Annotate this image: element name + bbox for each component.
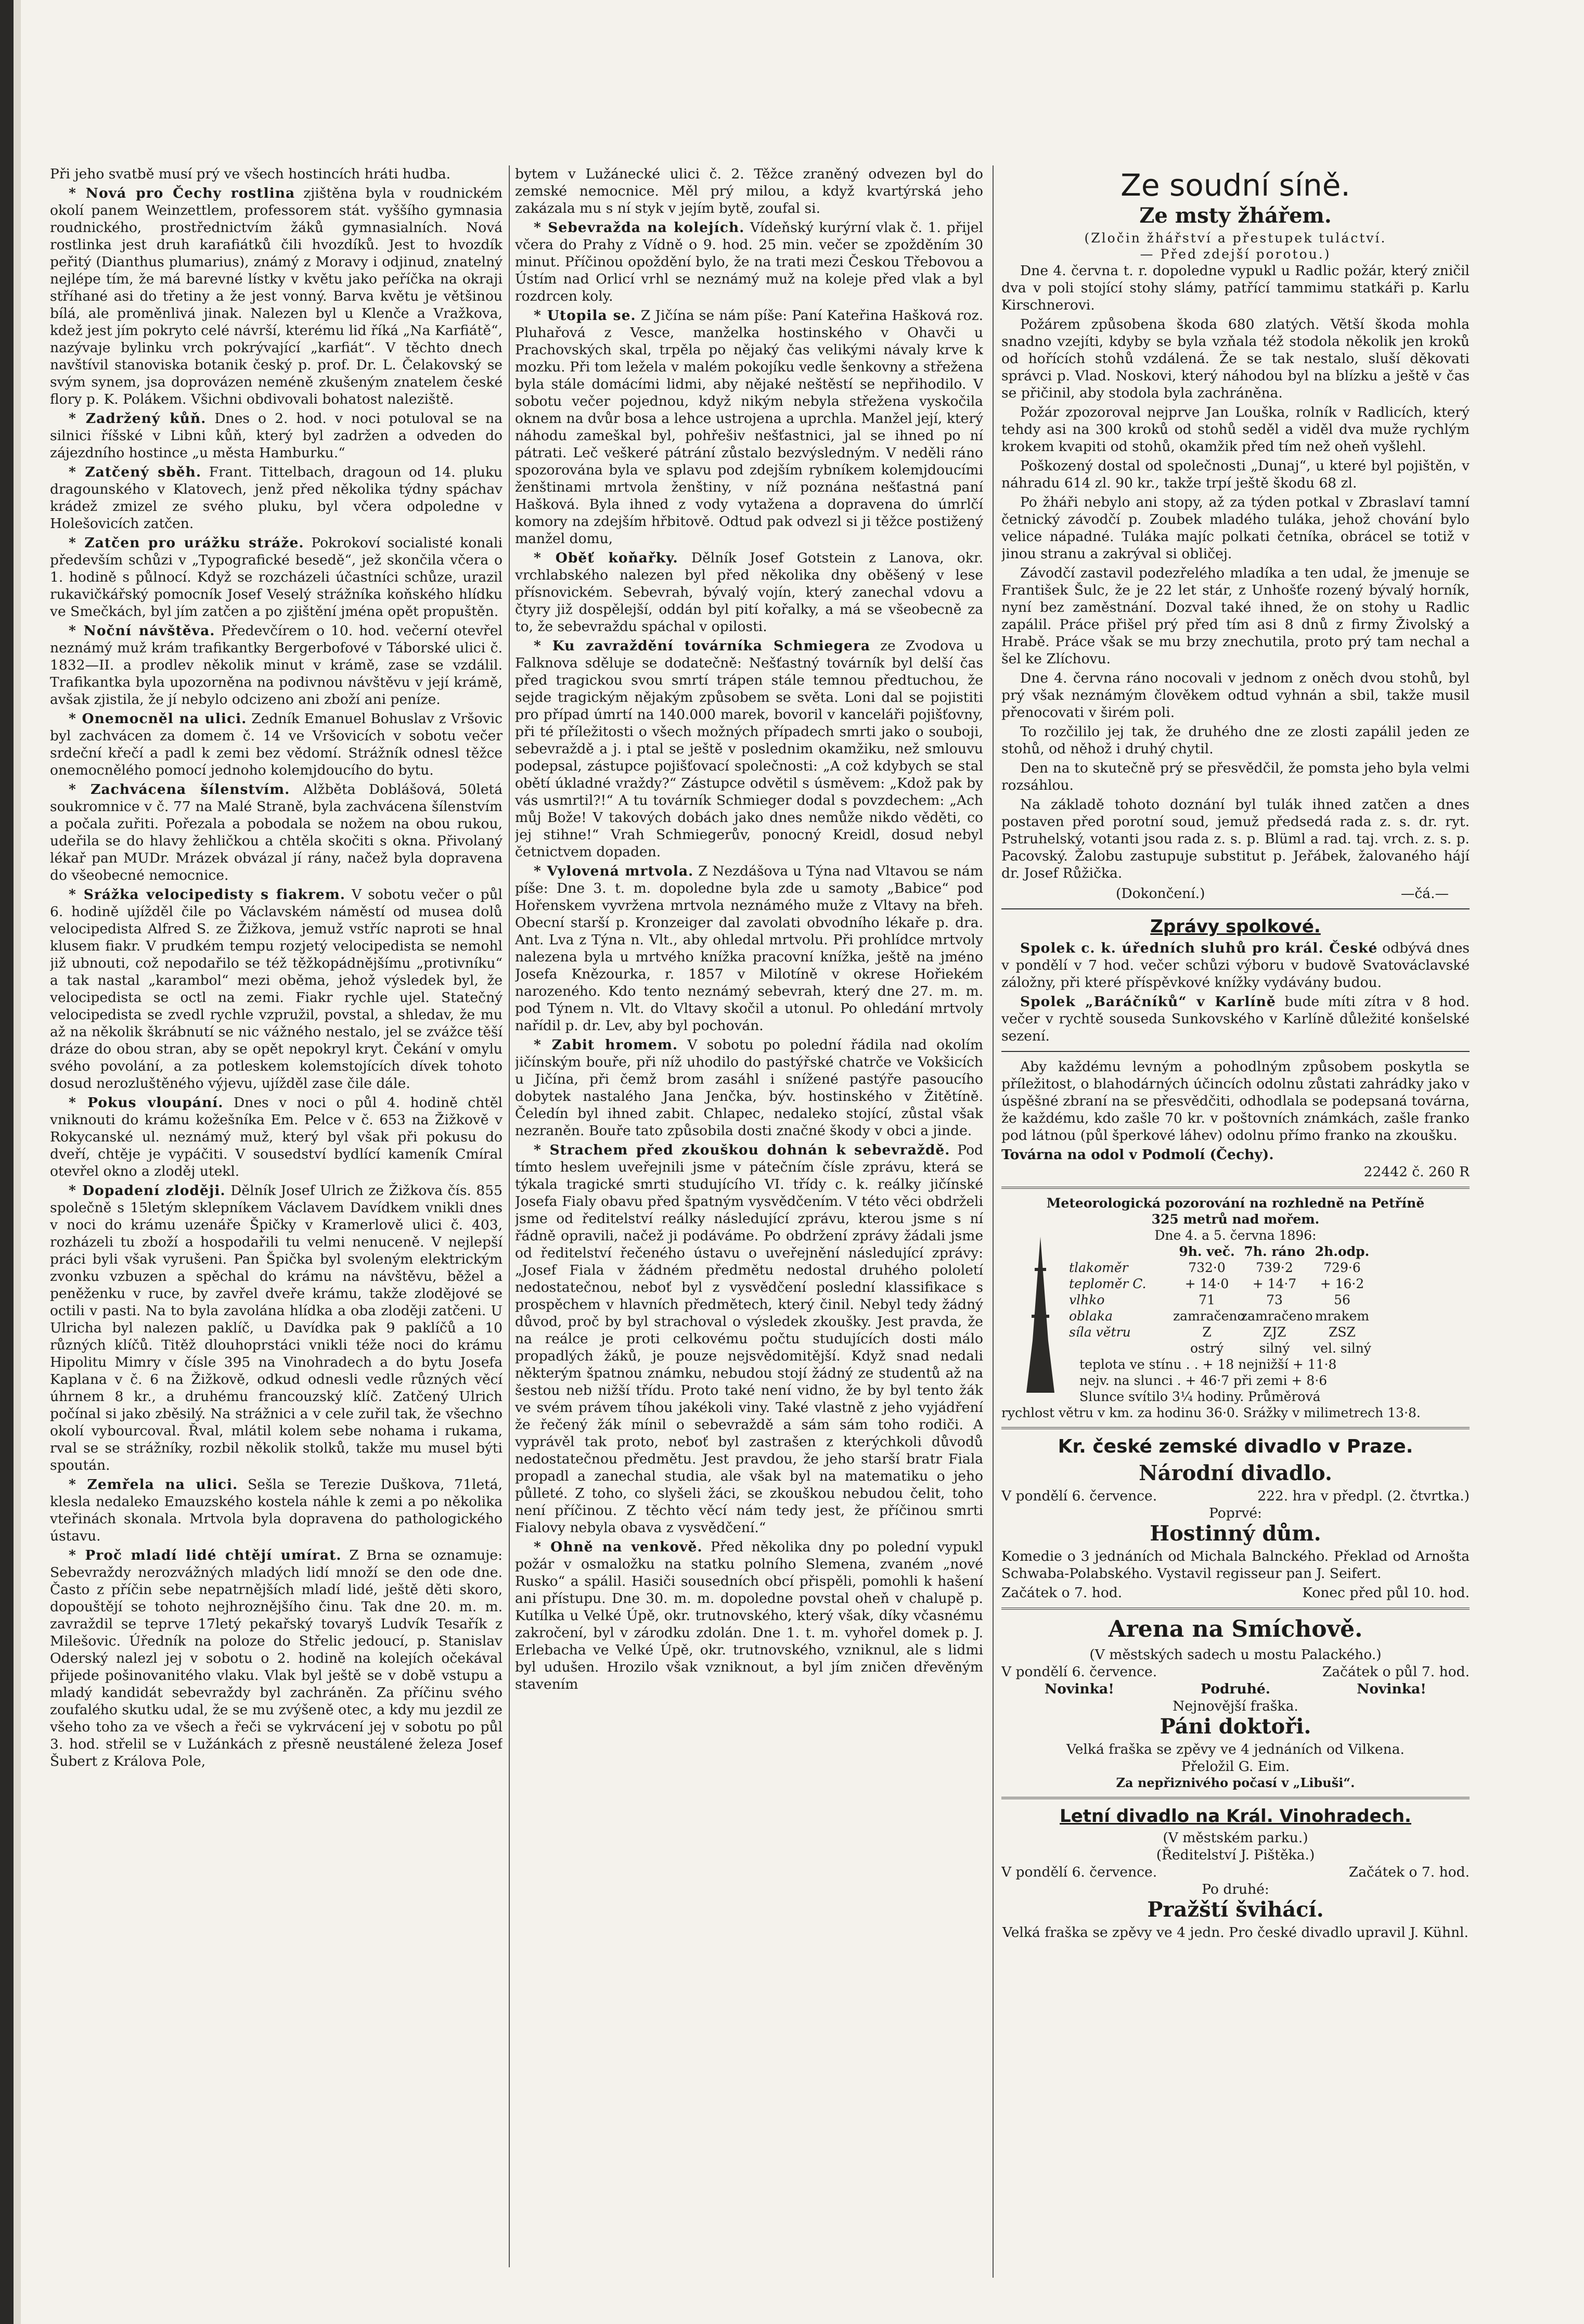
article-signoff	[1001, 885, 1470, 902]
advertiser-name: Továrna na odol v Podmolí (Čechy).	[1001, 1147, 1274, 1163]
weather-row: ostrý silný vel. silný	[1190, 1341, 1371, 1356]
weather-col: 7h. ráno	[1244, 1244, 1305, 1259]
article-ohne-venkove	[515, 1538, 983, 1693]
column-1	[50, 165, 503, 2267]
advertisement-code: 22442 č. 260 R	[1363, 1164, 1470, 1180]
advertisement-odol: Aby každému levným a pohodlným způsobem poskytla se příležitost, o blahodárných účincích odolnu zůstati zahrádky jako v úspěšné zbraní na se přesvědčiti, odhodlala se podepsaná továrna, že každému, kdo zašle 70 kr. v poštovních známkách, zašle franko pod látnou (půl šperkové láhev) odolnu přímo franko na zkoušku.	[1001, 1059, 1470, 1144]
court-paragraph: Den na to skutečně prý se přesvědčil, že pomsta jeho byla velmi rozsáhlou.	[1001, 760, 1470, 793]
theatre-location: (V městském parku.)	[1163, 1830, 1308, 1846]
article-vylovena-mrtvola	[515, 863, 983, 1034]
play-translator: Přeložil G. Eim.	[1181, 1758, 1290, 1775]
weather-date: Dne 4. a 5. června 1896:	[1154, 1228, 1317, 1243]
theatre-name: Národní divadlo.	[1139, 1461, 1332, 1485]
weather-report	[1001, 1195, 1470, 1421]
article-body: Frant. Tittelbach, dragoun od 14. pluku dragounského v Klatovech, jenž před několika týdny spáchav krádež zmizel ze svého pluku, byl včera odpoledne v Holešovicích zatčen.	[50, 464, 503, 532]
headline: * Pokus vloupání.	[69, 1095, 224, 1111]
play-genre: Nejnovější fraška.	[1173, 1698, 1298, 1714]
play-description: Komedie o 3 jednáních od Michala Balnckého. Překlad od Arnošta Schwaba-Polabského. Vystavil regisseur pan J. Seifert.	[1001, 1548, 1470, 1582]
weather-fallback-note: Za nepřiznivého počasí v „Libuši“.	[1116, 1775, 1355, 1790]
play-description: Velká fraška se zpěvy ve 4 jednáních od Vilkena.	[1066, 1741, 1405, 1757]
article-schmieger	[515, 637, 983, 861]
headline: * Nová pro Čechy rostlina	[69, 185, 295, 201]
weather-temp-line: teplota ve stínu . . + 18 nejnižší + 11·8	[1079, 1357, 1337, 1372]
play-description: Velká fraška se zpěvy ve 4 jedn. Pro české divadlo upravil J. Kühnl.	[1002, 1924, 1469, 1941]
theatre-location: (V městských sadech u mostu Palackého.)	[1089, 1647, 1382, 1663]
column-2	[515, 165, 983, 1726]
article-body: ze Zvodova u Falknova sděluje se dodatečně: Nešťastný továrník byl delší čas před tragickou svou smrtí trápen stále temnou předtuchou, že sejde tragickým nějakým způsobem se světa. Loni dal se pojistiti pro případ úmrtí na 140.000 marek, bovoril v kanceláři pojišťovny, při té příležitosti o všech možných případech smrti jako o souboji, sebevraždě a j. i ptal se ještě v poslednim okamžiku, než smlouvu podepsal, zástupce pojišťovací společnosti: „A což kdybych se stal obětí úkladné vraždy?“ Zástupce odvětil s úsměvem: „Kdož pak by vás usmrtil?!“ A tu továrník Schmieger dodal s povzdechem: „Ach můj Bože! V takových dobách jako dnes nemůže nikdo věděti, co jej stihne!“ Vrah Schmiegerův, ponocný Kreidl, dosud nebyl četnictvem dopaden.	[515, 638, 983, 860]
court-paragraph: Po žháři nebylo ani stopy, až za týden potkal v Zbraslaví tamní četnický závodčí p. Zoubek mladého tuláka, jehož chování bylo velice nápadné. Tuláka majíc polkati četníka, obrácel se totiž v jinou stranu a zakrýval si obličej.	[1001, 494, 1470, 562]
article-body: Dnes o 2. hod. v noci potuloval se na silnici říšské v Libni kůň, který byl zadržen a odveden do zájezdního hostince „u města Hamburku.“	[50, 410, 503, 461]
advertisement-footer	[1001, 1146, 1470, 1163]
subtitle-line: — Před zdejší porotou.)	[1140, 247, 1331, 262]
society-news-title: Zprávy spolkové.	[1150, 916, 1321, 937]
society-name: Spolek c. k. úředních sluhů pro král. České	[1020, 940, 1378, 956]
article-body: Z Jičína se nám píše: Paní Kateřina Hašková roz. Pluhařová z Vesce, manželka hostinského v Ohavči u Prachovských skal, trpěla po nějaký čas velikými návaly krve k mozku. Při tom ležela v malém pokojíku vedle šenkovny a střežena byla stále domácími lidmi, aby nějaké neštěstí se nepřihodilo. V sobotu večer pojednou, když nikým nebyla střežena vyskočila oknem na dvůr bosa a lehce ustrojena a uprchla. Manžel její, který náhodu zameškal byl, pohřešiv nešťastnici, jal se ihned po ní pátrati. Leč veškeré pátrání zůstalo bezvýsledným. V neděli ráno spozorována byla ve splavu pod zdejším rybníkem kolemjdoucími ženštinami mrtvola ženštiny, v níž poznána nešťastná paní Hašková. Byla ihned z vody vytažena a dopravena do úmrlčí komory na zdejším hřbitově. Odtud pak odvezl si ji těžce postižený manžel domu,	[515, 307, 983, 547]
theatre-date-row: V pondělí 6. července. Začátek o 7. hod.	[1001, 1864, 1470, 1880]
article-utopila	[515, 307, 983, 547]
society-notice	[1001, 940, 1470, 991]
weather-col: 2h.odp.	[1315, 1244, 1370, 1259]
play-title: Páni doktoři.	[1160, 1714, 1311, 1739]
theatre-date-row: V pondělí 6. července. Začátek o půl 7. hod.	[1001, 1664, 1470, 1680]
article-body: Zedník Emanuel Bohuslav z Vršovic byl zachvácen za domem č. 14 ve Vršovicích v sobotu večer srdeční křečí a padl k zemi bez vědomí. Strážník odnesl těžce onemocnělého pomocí jednoho kolemjdoucího do bytu.	[50, 711, 503, 778]
section-title: Ze soudní síně.	[1121, 168, 1350, 203]
society-notice	[1001, 993, 1470, 1045]
notice-body: bude míti zítra v 8 hod. večer v rychtě souseda Sunkovského v Karlíně důležité konšelské sezení.	[1001, 994, 1470, 1044]
headline: * Vylovená mrtvola.	[534, 863, 694, 879]
play-tags: Novinka! Podruhé. Novinka!	[1045, 1681, 1426, 1697]
article-body: Před několika dny po polední vypukl požár v osmaložku na statku polního Slemena, zvaném „nové Rusko“ a spálil. Hasiči sousedních obcí přispěli, pomohli k hašení ani přístupu. Dne 30. m. m. dopoledne povstal oheň v chalupě p. Kutílka u Velké Úpě, okr. trutnovského, který však, díky včasnému zakročení, byl v zárodku zdolán. Dne 1. t. m. vyhořel domek p. J. Erlebacha ve Velké Úpě, okr. trutnovského, vzniknul, ale s lidmi byl udušen. Hrozilo však vzniknout, a byl jím zničen dřevěným stavením	[515, 1539, 983, 1692]
play-times: Začátek o 7. hod. Konec před půl 10. hod.	[1001, 1585, 1470, 1601]
theatre-management: (Ředitelství J. Pištěka.)	[1156, 1847, 1315, 1863]
headline: * Zemřela na ulici.	[69, 1476, 238, 1493]
headline: * Zadržený kůň.	[69, 410, 207, 427]
weather-row: teploměr C. + 14·0 + 14·7 + 16·2	[1069, 1276, 1364, 1291]
section-subtitle: Ze msty žhářem.	[1139, 203, 1332, 228]
article-body: V sobotu po polední řádila nad okolím jičínským bouře, při níž uhodilo do pastýřské chatrče ve Vokšicích u Jičína, při čemž brom zasáhl i snížené pastýře pasoucího dobytek nastalého Jana Jenčka, býv. hostinského v Žitětíně. Čeledín byl ihned zabit. Chlapec, nedaleko stojící, zůstal však nezraněn. Bouře tato způsobila dosti značné škody v obci a jinde.	[515, 1037, 983, 1139]
headline: * Utopila se.	[534, 307, 636, 324]
article-zemrela	[50, 1476, 503, 1545]
weather-temp-line: nejv. na slunci . + 46·7 při zemi + 8·6	[1079, 1373, 1328, 1388]
article-zadrzeny-kun	[50, 410, 503, 461]
headline: * Proč mladí lidé chtějí umírat.	[69, 1547, 342, 1563]
play-title: Pražští švihácí.	[1147, 1897, 1324, 1922]
headline: * Zachvácena šílenstvím.	[69, 781, 290, 798]
article-proc-mladi	[50, 1547, 503, 1770]
article-silenstvi	[50, 781, 503, 884]
theatre-title: Kr. české zemské divadlo v Praze.	[1058, 1436, 1413, 1457]
court-paragraph: Dne 4. června t. r. dopoledne vypukl u Radlic požár, který zničil dva v poli stojící stohy slámy, patřící tammimu statkáři p. Karlu Kirschnerovi.	[1001, 263, 1470, 313]
column-divider	[993, 165, 994, 2278]
article-body: Vídeňský kurýrní vlak č. 1. přijel včera do Prahy z Vídně o 9. hod. 25 min. večer se zpožděním 30 minut. Příčinou opoždění bylo, že na trati mezi Českou Třebovou a Ústím nad Orlicí vrhl se neznámý muž na koleje před vlak a byl rozdrcen koly.	[515, 220, 983, 304]
article-body: Dnes v noci o půl 4. hodině chtěl vniknouti do krámu kožešníka Em. Pelce v č. 653 na Žižkově v Rokycanské ul. neznámý muž, který byl však při pokusu do dveří, chtěje je vypáčiti. V sousedství bydlící kameník Cmíral otevřel okno a zloděj utekl.	[50, 1095, 503, 1179]
weather-row: síla větru Z ZJZ ZSZ	[1069, 1325, 1356, 1340]
article-body: Dělník Josef Gotstein z Lanova, okr. vrchlabského nalezen byl před několika dny oběšený v lese přísnovickém. Sebevrah, bývalý vojín, který zanechal vdovu a čtyry již dospělejší, oddán byl pití kořalky, a má se všeobecně za to, že sebevraždu spáchal v opilosti.	[515, 550, 983, 635]
article-strachem	[515, 1141, 983, 1536]
page-binding-shadow	[14, 0, 21, 2324]
headline: * Srážka velocipedisty s fiakrem.	[69, 887, 345, 903]
headline: * Strachem před zkouškou dohnán k sebevraždě.	[534, 1142, 950, 1158]
article-pokus-vloupani	[50, 1094, 503, 1180]
article-dopadeni-zlodeji	[50, 1182, 503, 1474]
article-onemocnel	[50, 710, 503, 779]
article-obet-korarky	[515, 549, 983, 635]
court-paragraph: Poškozený dostal od společnosti „Dunaj“, u které byl pojištěn, v náhradu 614 zl. 90 kr., takže trpí ještě škodu 68 zl.	[1001, 458, 1470, 491]
weather-row: vlhko 71 73 56	[1069, 1292, 1350, 1307]
divider	[1001, 908, 1470, 909]
article-srazka	[50, 886, 503, 1092]
article-nocni-navsteva	[50, 622, 503, 708]
article-body: Sešla se Terezie Duškova, 71letá, klesla nedaleko Emauzského kostela náhle k zemi a po několika vteřinách skonala. Mrtvola byla dopravena do pathologického ústavu.	[50, 1476, 503, 1544]
petrin-tower-icon	[1022, 1237, 1059, 1393]
headline: * Noční návštěva.	[69, 623, 215, 639]
author-signature: —čá.—	[1400, 885, 1449, 902]
weather-header-row	[1001, 1243, 1470, 1260]
article-body: Předevčírem o 10. hod. večerní otevřel neznámý muž krám trafikantky Bergerbofové v Táborské ulici č. 1832—II. a prodlev několik minut v krámě, zase se vzdálil. Trafikantka byla upozorněna na podivnou návštěvu v její krámě, avšak zjistila, že jí nebylo odcizeno ani zboží ani peníze.	[50, 623, 503, 708]
headline: * Ohně na venkově.	[534, 1539, 703, 1555]
page-binding-edge	[0, 0, 14, 2324]
headline: * Onemocněl na ulici.	[69, 711, 247, 727]
headline: * Zatčen pro urážku stráže.	[69, 535, 304, 551]
weather-wind-line: rychlost větru v km. za hodinu 36·0. Srážky v milimetrech 13·8.	[1001, 1405, 1421, 1420]
headline: * Dopadení zloději.	[69, 1183, 226, 1199]
headline: * Sebevražda na kolejích.	[534, 220, 745, 236]
headline: * Zatčený sběh.	[69, 464, 202, 480]
court-paragraph: To rozčililo jej tak, že druhého dne ze zlosti zapálil jeden ze stohů, od něhož i druhý chytil.	[1001, 724, 1470, 757]
column-3	[1001, 165, 1470, 2288]
premiere-note: Poprvé:	[1209, 1505, 1262, 1521]
continuation-note: (Dokončení.)	[1116, 885, 1205, 902]
article-body: Z Brna se oznamuje: Sebevraždy nerozvážných mladých lidí množí se den ode dne. Často z příčin sebe nepatrnějších mladí lidé, ještě děti skoro, dopouštějí se tohoto nejhroznějšího činu. Tak dne 20. m. m. zavraždil se teprve 17letý pekařský tovaryš Ludvík Tesařík z Milešovic. Úředník na poloze do Střelic jedoucí, p. Stanislav Oderský nalezl jej v sobotu o 2. hodině na kolejích očekával přijede pošinovanitého vlaku. Vlak byl ještě se v době vstupu a mladý kandidát sebevraždy byl zachráněn. Za příčinu svého zoufalého skutku udal, že se mu zvýšeně otec, a kdy mu jezdil ze všeho toho za ve všech a řeči se vykrvácení jej v sobotu po půl 3. hod. střelil se v Lužánkách z přesně neustálené železa Josef Šubert z Králova Pole,	[50, 1547, 503, 1769]
article-body: Pod tímto heslem uveřejnili jsme v pátečním čísle zprávu, která se týkala tragické smrti studujícího VI. třídy c. k. reálky jičínské Josefa Fialy obavu před špatným vysvědčením. V této věci obdrželi jsme od ředitelství reálky následující zprávu, kterou jsme s ní řádně opravili, načež ji podáváme. Po obdržení zprávy žádali jsme od ředitelství řečeného ústavu o uveřejnění následující zprávy: „Josef Fiala v žádném předmětu nedostal druhého pololetí nedostatečnou, neboť byl z vysvědčení poslední klassifikace s prospěchem v hlavních předmětech, který činil. Nebyl tedy žádný důvod, proč by byl strachoval o výsledek zkoušky. Jest pravda, že na reálce je proti celkovému počtu studujících dosti málo propadlých žáků, je pouze nejsvědomitější. Když snad nedali některým špatnou známku, nebudou stojí žádný ze studentů až na šestou neb nižší třídu. Proto také není vidno, že by byl tento žák ve svém právem tíhou jakékoli viny. Také vlastně z jeho vyjádření že řečený žák mínil o sebevraždě a sám sám toho rodiči. A vyprávěl tak proto, neboť byl zastrašen z kterýchkoli důvodů nedostatečnou předmětu. Jest pravdou, že jeho starší bratr Fiala propadl a zanechal studia, ale však byl na matematiku o jeho půlleté. Z toho, co slyšeli žáci, se zkouškou nebudou čelit, toho není příčinou. Z těchto věcí nám tedy jest, že příčinou smrti Fialovy nebyla obava z vysvědčení.“	[515, 1142, 983, 1536]
article-body: Alžběta Doblášová, 50letá soukromnice v č. 77 na Malé Straně, byla zachvácena šílenstvím a počala zuřiti. Pořezala a pobodala se nožem na obou rukou, udeřila se do hlavy žehličkou a chtěla skočiti s okna. Přivolaný lékař pan MUDr. Mrázek obvázal jí rány, načež byla dopravena do všeobecné nemocnice.	[50, 781, 503, 883]
play-run-note: Po druhé:	[1202, 1881, 1269, 1897]
article-nova-rostlina	[50, 185, 503, 408]
article-body: V sobotu večer o půl 6. hodině ujížděl čile po Václavském náměstí od musea dolů velocipedista Alfred S. ze Žižkova, jemuž vstříc naproti se hnal klusem fiakr. V prudkém tempu rozjetý velocipedista se nemohl již ubnouti, což nepodařilo se též těžkopádnějšímu „protivníku“ a tak nastal „karambol“ mezi oběma, jehož výsledek byl, že velocipedista se octl na zemi. Fiakr rychle ujel. Statečný velocipedista se zvedl rychle vzpružil, povstal, a shledav, že mu až na několik škrábnutí se nic vážného nestalo, jel se zvážce těší dráze do obou stran, aby se opět nepokryl kryt. Čekání v omylu svého povolání, a za potleskem kolemstojících dívek tohoto dosud nerozluštěného výjevu, ujížděl zase čile dále.	[50, 887, 503, 1092]
weather-sun-line: Slunce svítilo 3¼ hodiny. Průměrová	[1079, 1389, 1321, 1404]
divider	[1001, 1797, 1470, 1799]
court-paragraph: Požárem způsobena škoda 680 zlatých. Větší škoda mohla snadno vzejíti, kdyby se byla vzňala též stodola několik jen kroků od hořících stohů vzdálená. Že se tak nestalo, sluší děkovati správci p. Vlad. Noskovi, který náhodou byl na blízku a ještě v čas se přičinil, aby stodola byla zachráněna.	[1001, 316, 1470, 401]
weather-col: 9h. več.	[1179, 1244, 1235, 1259]
divider	[1001, 1187, 1470, 1189]
theatre-title: Arena na Smíchově.	[1108, 1616, 1363, 1642]
theatre-title: Letní divadlo na Král. Vinohradech.	[1060, 1806, 1411, 1827]
weather-altitude: 325 metrů nad mořem.	[1151, 1212, 1320, 1227]
article-zatceny-sbeh	[50, 464, 503, 532]
court-paragraph: Závodčí zastavil podezřelého mladíka a ten udal, že jmenuje se František Šulc, že je 22 let stár, z Unhošťe rozený bývalý horník, nyní bez zaměstnání. Dozval také ihned, že on stohy u Radlic zapálil. Práce přišel prý před tím asi 8 dnů z firmy Živolský a Hrabě. Práce však se mu brzy znechutila, proto prý tam nechal a šel ke Zlíchovu.	[1001, 565, 1470, 667]
society-name: Spolek „Baráčníků“ v Karlíně	[1020, 994, 1276, 1010]
article-body: zjištěna byla v roudnickém okolí panem Weinzettlem, professorem stát. vyššího gymnasia roudnického, prostřednictvím žáků gymnasialních. Nová rostlinka jest druh karafiátků čili hvozdíků. Jest to hvozdík peřitý (Dianthus plumarius), známý z Moravy i odjinud, znatelný nejlépe tím, že má barevné lístky v květu jako peříčka na okraji stříhané asi do třetiny a že jest vonný. Barva květu je většinou bílá, ale proměnlivá jinak. Nalezen byl u Klenče a Vražkova, kdež jest jím pokryto celé návrší, kterému lid říká „Na Karfiátě“, nazývaje bylinku vrch pokrývající „karfiát“. V těchto dnech navštívil stanoviska botanik český p. prof. Dr. L. Čelakovský se svým synem, jsa doprovázen neméně zkušeným znatelem české flory p. K. Polákem. Všichni obdivovali bohatost naleziště.	[50, 185, 503, 407]
divider	[1001, 1608, 1470, 1610]
article-body: Z Nezdášova u Týna nad Vltavou se nám píše: Dne 3. t. m. dopoledne byla zde u samoty „Babice“ pod Hořenskem vyvržena mrtvola neznámého muže z Vltavy na břeh. Obecní starší p. Kronzeiger dal zavolati obvodního lékaře p. dra. Ant. Lva z Týna n. Vlt., aby ohledal mrtvolu. Při prohlídce mrtvoly nalezena byla u mrtvého knížka pracovní knížka, ještě na jméno Josefa Knězourka, r. 1857 v Milotíně v okrese Hořiekém narozeného. Kdo tento neznámý sebevrah, který dne 27. m. m. pod Týnem n. Vlt. do Vltavy skočil a utonul. Po ohledání mrtvoly nařídil p. dr. Lev, aby byl pochován.	[515, 863, 983, 1034]
weather-title: Meteorologická pozorování na rozhledně na Petříně	[1046, 1196, 1425, 1211]
article-zatcen-urazka	[50, 534, 503, 620]
weather-row: oblaka zamračeno zamračeno mrakem	[1069, 1308, 1370, 1324]
article-body: Pokrokoví socialisté konali především schůzi v „Typografické besedě“, jež skončila včera o 1. hodině s půlnocí. Když se rozcházeli účastníci schůze, urazil rukavičkářský pomocník Josef Veselý strážníka koňského hlídku ve Smečkách, byl jím zatčen a po zjištění jména opět propuštěn.	[50, 535, 503, 620]
article-tail: bytem v Lužánecké ulici č. 2. Těžce zraněný odvezen byl do zemské nemocnice. Měl prý milou, a když kvartýrská jeho zakázala mu s ní styk v jejím bytě, zoufal si.	[515, 166, 983, 216]
article-sebevrazda-koleje	[515, 219, 983, 305]
theatre-date-row: V pondělí 6. července. 222. hra v předpl. (2. čtvrtka.)	[1001, 1488, 1470, 1504]
article-body: Dělník Josef Ulrich ze Žižkova čís. 855 společně s 15letým sklepníkem Václavem Davídkem vnikli dnes v noci do krámu uzenáře Špičky v Kramerlově ulici č. 403, rozházeli tu zboží a hospodařili tu velmi nenuceně. V nejlepší práci byli však vyrušeni. Pan Špička byl svoleným elektrickým zvonku vzbuzen a spěchal do krámu na návštěvu, běžel a peněženku v ruce, by zavřel dveře krámu, takže zlodějové se octili v pasti. Na to byla zavolána hlídka a oba zloději zatčeni. U Ulricha byl nalezen paklíč, u Davídka pak 9 paklíčů a 10 různých klíčů. Titěž dlouhoprstáci vnikli téže noci do krámu Hipolitu Mimry v čísle 395 na Vinohradech a do bytu Josefa Kaplana v č. 6 na Žižkově, odkud odnesli vedle různých věcí úhrnem 8 kr., a druhému francouzský klíč. Zatčený Ulrich počínal si jako zběsilý. Na strážnici a v cele zuřil tak, že všechno okolí vybourcoval. Řval, mlátil kolem sebe nohama i rukama, rval se se strážníky, rozbil několik stolků, takže mu musel býti spoután.	[50, 1183, 503, 1473]
headline: * Ku zavraždění továrníka Schmiegera	[534, 638, 870, 654]
court-paragraph: Na základě tohoto doznání byl tulák ihned zatčen a dnes postaven před porotní soud, jemuž předsedá rada z. s. dr. ryt. Pstruhelský, votanti jsou rada z. s. p. Blüml a rad. taj. vrch. z. s. p. Pacovský. Žalobu zastupuje substitut p. Jeřábek, žalovaného hájí dr. Josef Růžička.	[1001, 797, 1470, 881]
headline: * Oběť koňařky.	[534, 550, 678, 566]
notice-body: odbývá dnes v pondělí v 7 hod. večer schůzi výboru v budově Svatováclavské záložny, při které příspěvkové knížky vydávány budou.	[1001, 940, 1470, 991]
court-paragraph: Dne 4. června ráno nocovali v jednom z oněch dvou stohů, byl prý však neznámým člověkem odtud vyhnán a sbil, takže musil přenocovati v širém poli.	[1001, 670, 1470, 721]
divider	[1001, 1051, 1470, 1052]
article-zabit-hromem	[515, 1036, 983, 1139]
headline: * Zabit hromem.	[534, 1037, 678, 1053]
article-tail: Při jeho svatbě musí prý ve všech hostincích hráti hudba.	[50, 166, 451, 182]
column-divider	[509, 165, 510, 2267]
weather-row: tlakoměr 732·0 739·2 729·6	[1069, 1260, 1361, 1275]
play-title: Hostinný dům.	[1150, 1521, 1321, 1546]
court-paragraph: Požár zpozoroval nejprve Jan Louška, rolník v Radlicích, který tehdy asi na 300 kroků od stohů seděl a viděl dva muže rychlým krokem kvapiti od stohů, okamžik před tím než oheň vyšlehl.	[1001, 404, 1470, 455]
subtitle-line: (Zločin žhářství a přestupek tuláctví.	[1084, 230, 1387, 246]
divider	[1001, 1427, 1470, 1429]
